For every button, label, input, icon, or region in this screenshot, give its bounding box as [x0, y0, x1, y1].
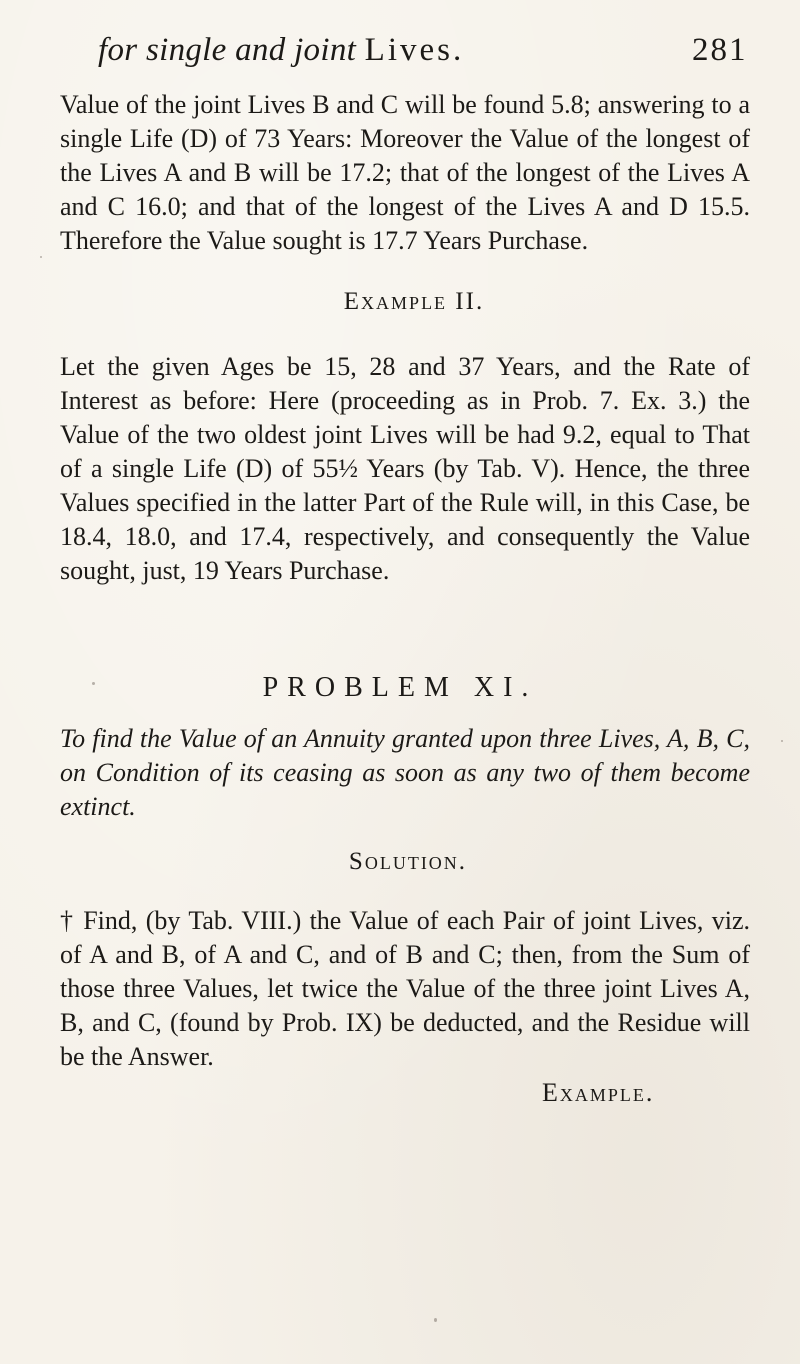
running-title-lives: Lives.	[364, 32, 465, 68]
example-heading: Example II.	[343, 288, 485, 315]
running-title-italic: for single and joint	[98, 32, 357, 68]
running-head	[0, 28, 800, 78]
paper-speck	[596, 1028, 598, 1030]
problem-statement: To find the Value of an Annuity granted upon three Lives, A, B, C, on Condition of its ceasing as soon as any two of them become extinct.	[60, 724, 750, 821]
paper-speck	[781, 740, 783, 742]
page-number: 281	[692, 32, 748, 68]
paragraph-3: † Find, (by Tab. VIII.) the Value of each Pair of joint Lives, viz. of A and B, of A and C, and of B and C; then, from the Sum of those three Values, let twice the Value of the three joint Lives A, B, and C, (found by Prob. IX) be deducted, and the Residue will be the Answer.	[60, 906, 750, 1071]
running-title	[98, 32, 464, 69]
paragraph-2: Let the given Ages be 15, 28 and 37 Years, and the Rate of Interest as before: Here (proceeding as in Prob. 7. Ex. 3.) the Value of the two oldest joint Lives will be had 9.2, equal to That of a single Life (D) of 55½ Years (by Tab. V). Hence, the three Values specified in the latter Part of the Rule will, in this Case, be 18.4, 18.0, and 17.4, respectively, and consequently the Value sought, just, 19 Years Purchase.	[60, 352, 750, 585]
paper-speck	[92, 682, 95, 685]
problem-title: PROBLEM XI.	[262, 672, 538, 703]
paragraph-1: Value of the joint Lives B and C will be found 5.8; answering to a single Life (D) of 73 Years: Moreover the Value of the longest of the Lives A and B will be 17.2; that of the longest of the Lives A and C 16.0; and that of the longest of the Lives A and D 15.5. Therefore the Value sought is 17.7 Years Purchase.	[60, 90, 750, 255]
paper-speck	[434, 1318, 437, 1322]
catchword: Example.	[542, 1078, 655, 1107]
solution-heading: Solution.	[348, 848, 468, 875]
paper-speck	[40, 256, 42, 258]
